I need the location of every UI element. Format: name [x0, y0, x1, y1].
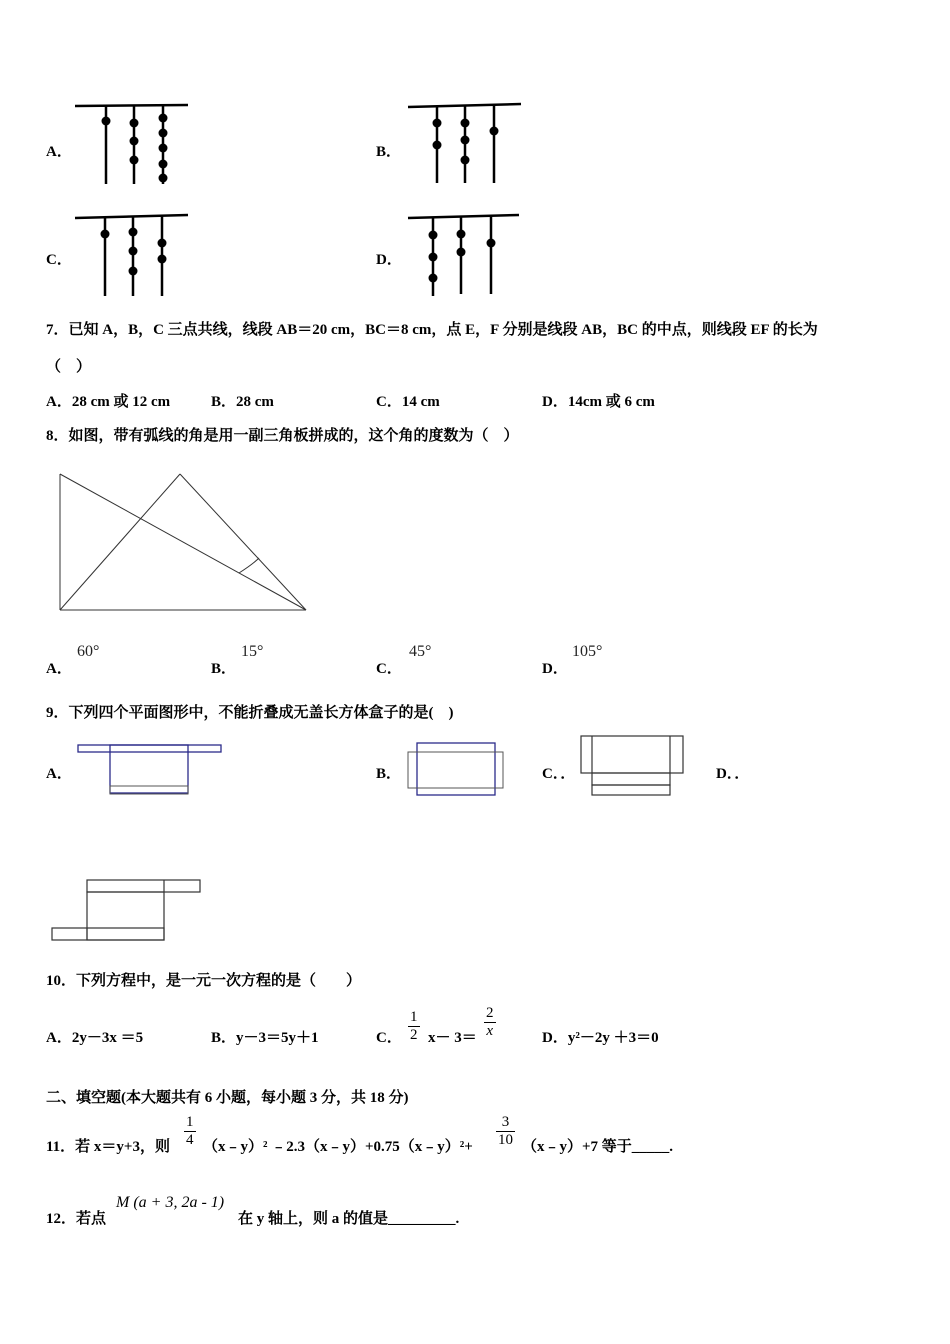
- q9-stem: 9．下列四个平面图形中，不能折叠成无盖长方体盒子的是( ): [46, 705, 454, 721]
- q8-value-a: 60°: [77, 643, 100, 660]
- abacus-c: [72, 210, 192, 300]
- q8-value-d: 105°: [572, 643, 603, 660]
- q7-option-a[interactable]: A．28 cm 或 12 cm: [46, 394, 171, 410]
- triangle-figure: [56, 472, 316, 622]
- q11-middle: （x﹣y）² ﹣2.3（x﹣y）+0.75（x﹣y）²+: [203, 1139, 473, 1155]
- q6-label-d: D．: [376, 252, 402, 268]
- q11-prefix: 11．若 x＝y+3，则: [46, 1139, 170, 1155]
- q10-half-fraction: $\frac{1}{2}$: [410, 1009, 418, 1043]
- q7-stem: 7．已知 A，B，C 三点共线，线段 AB＝20 cm，BC＝8 cm，点 E，F 分别是线段 AB，BC 的中点，则线段 EF 的长为: [46, 322, 818, 338]
- q7-option-c[interactable]: C．14 cm: [376, 394, 440, 410]
- q10-2-over-x-fraction: $\frac{2}{x}$: [486, 1005, 494, 1039]
- q9-label-d: D．．: [716, 766, 750, 782]
- q10-option-a[interactable]: A．2y－3x ＝5: [46, 1030, 144, 1046]
- abacus-d: [405, 210, 525, 300]
- q10-stem: 10．下列方程中，是一元一次方程的是（ ）: [46, 973, 362, 989]
- q12-suffix: 在 y 轴上，则 a 的值是_________.: [238, 1211, 460, 1227]
- net-a: [76, 740, 226, 800]
- q10-option-c-middle: x－ 3＝: [428, 1030, 477, 1046]
- q11-fraction-three-tenths: $\frac{3}{10}$: [498, 1114, 513, 1148]
- q6-label-b: B．: [376, 144, 402, 160]
- abacus-b: [405, 100, 525, 190]
- q7-paren: （ ）: [46, 359, 92, 375]
- q8-label-a: A．: [46, 661, 72, 677]
- abacus-a: [72, 100, 192, 190]
- q8-value-c: 45°: [409, 643, 432, 660]
- q8-label-c: C．: [376, 661, 402, 677]
- q12-point-expression: M (a + 3, 2a - 1): [116, 1194, 225, 1211]
- q6-label-a: A．: [46, 144, 72, 160]
- q10-option-d[interactable]: D．y²－2y ＋3＝0: [542, 1030, 659, 1046]
- q11-fraction-quarter: $\frac{1}{4}$: [186, 1114, 194, 1148]
- q6-label-c: C．: [46, 252, 72, 268]
- q8-stem: 8．如图，带有弧线的角是用一副三角板拼成的，这个角的度数为（ ）: [46, 428, 519, 444]
- q12-prefix: 12．若点: [46, 1211, 107, 1227]
- q7-option-b[interactable]: B．28 cm: [211, 394, 274, 410]
- net-b: [405, 740, 515, 800]
- q9-label-a: A．: [46, 766, 72, 782]
- section-2-heading: 二、填空题(本大题共有 6 小题，每小题 3 分，共 18 分): [46, 1090, 409, 1106]
- q7-option-d[interactable]: D．14cm 或 6 cm: [542, 394, 655, 410]
- q8-label-d: D．: [542, 661, 568, 677]
- q9-label-b: B．: [376, 766, 402, 782]
- net-d: [50, 875, 210, 945]
- q9-label-c: C．．: [542, 766, 576, 782]
- q11-suffix: （x﹣y）+7 等于_____.: [522, 1139, 674, 1155]
- q8-label-b: B．: [211, 661, 237, 677]
- q10-label-c: C．: [376, 1030, 402, 1046]
- net-c: [578, 733, 688, 798]
- q8-value-b: 15°: [241, 643, 264, 660]
- q10-option-b[interactable]: B．y－3＝5y＋1: [211, 1030, 319, 1046]
